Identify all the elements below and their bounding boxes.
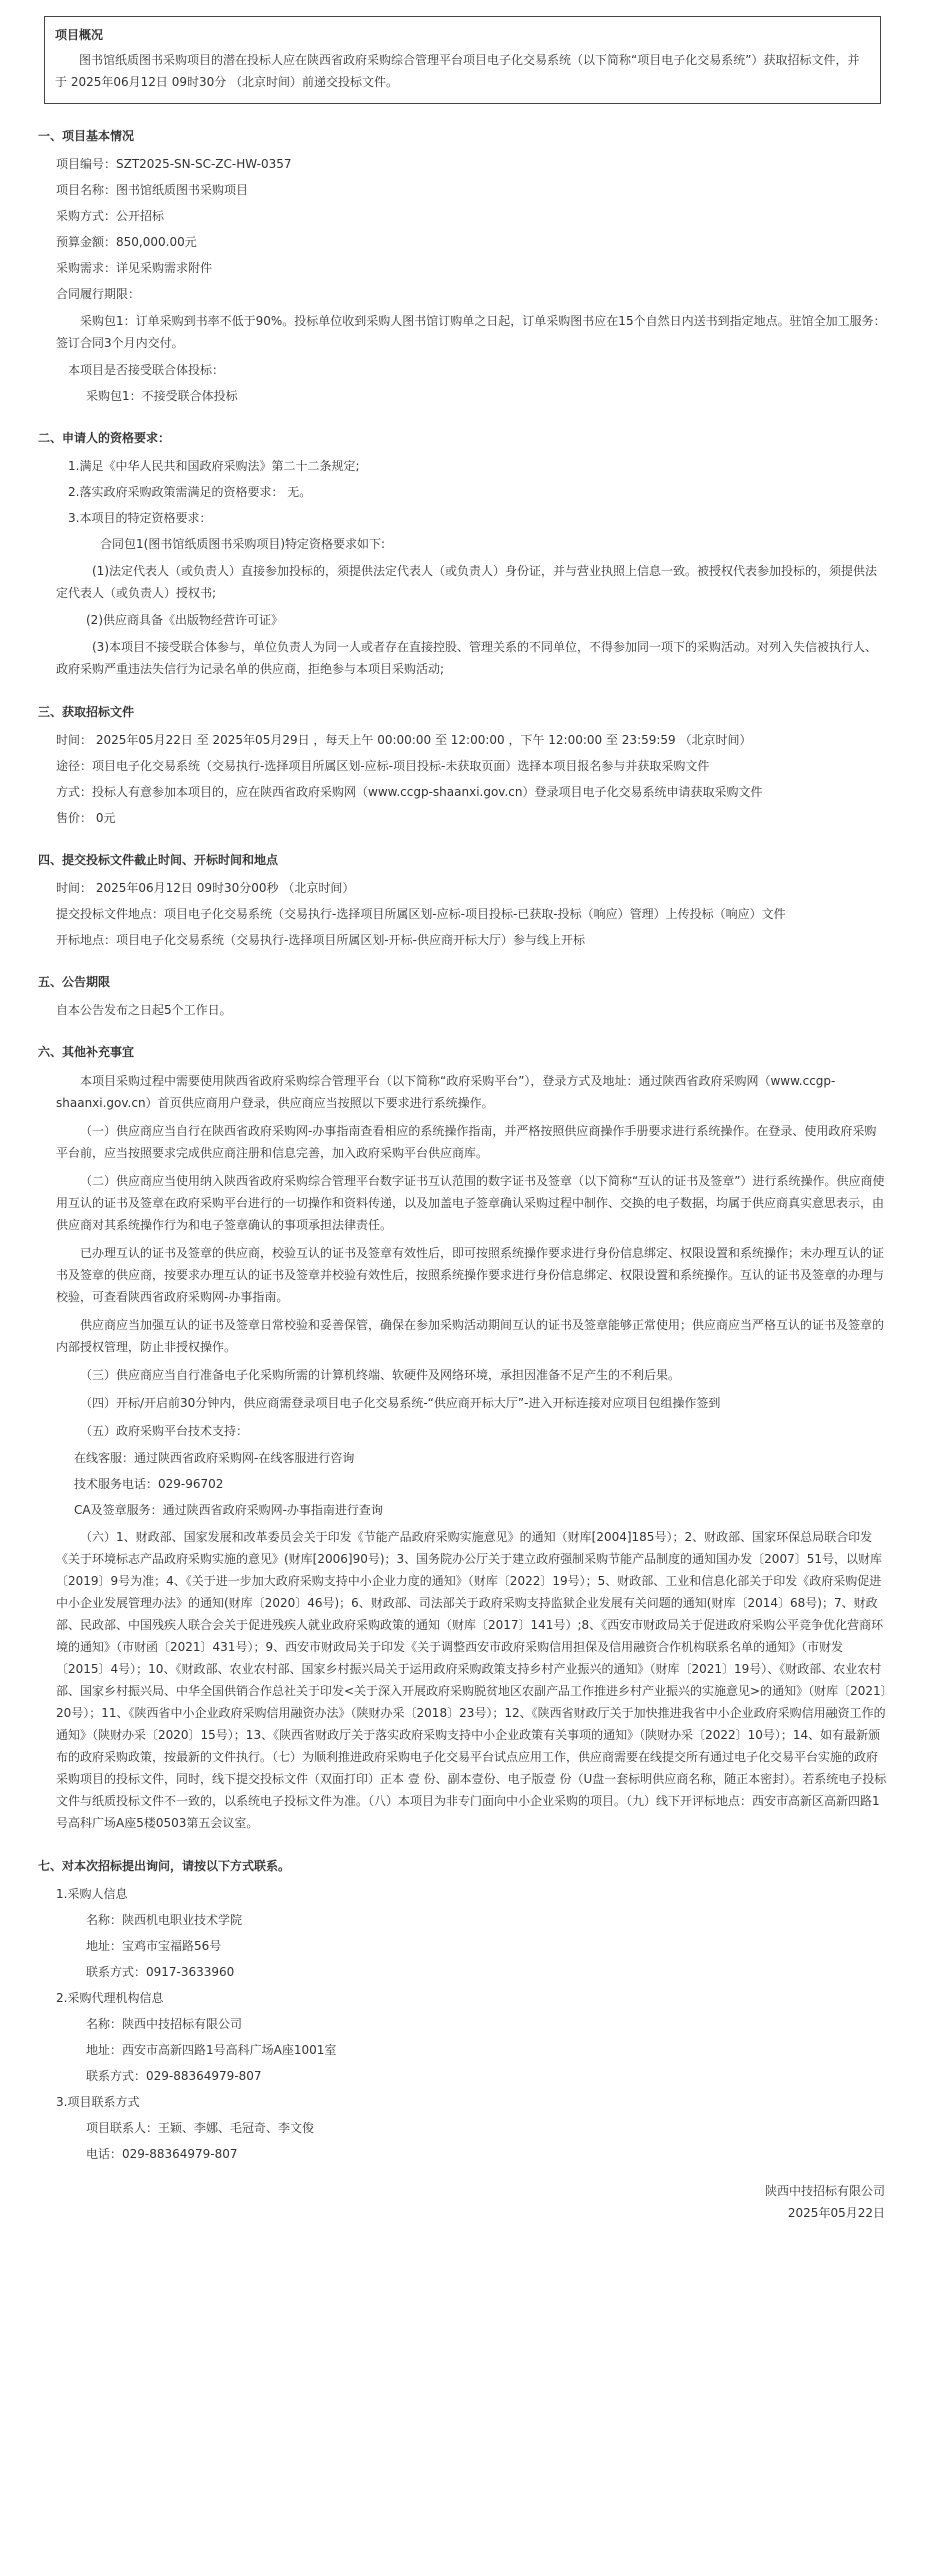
overview-title: 项目概况 [55, 28, 104, 42]
budget-amount: 预算金额：850,000.00元 [56, 235, 197, 249]
requirement-1: (1)法定代表人（或负责人）直接参加投标的，须提供法定代表人（或负责人）身份证，并与营业执照上信息一致。被授权代表参加投标的，须提供法定代表人（或负责人）授权书; [56, 564, 878, 600]
agent-heading: 2.采购代理机构信息 [56, 1991, 164, 2005]
procurement-method: 采购方式：公开招标 [56, 209, 165, 223]
signature-block [38, 2180, 887, 2224]
section-basic-info [38, 126, 887, 406]
other-paragraph: 供应商应当加强互认的证书及签章日常校验和妥善保管，确保在参加采购活动期间互认的证书及签章能够正常使用；供应商应当严格互认的证书及签章的内部授权管理，防止非授权操作。 [56, 1318, 885, 1354]
document-price: 售价： 0元 [56, 811, 116, 825]
section-announcement-period [38, 972, 887, 1020]
deadline-time: 时间： 2025年06月12日 09时30分00秒 （北京时间） [56, 881, 355, 895]
agent-name: 名称：陕西中技招标有限公司 [86, 2017, 243, 2031]
other-paragraph: （三）供应商应当自行准备电子化采购所需的计算机终端、软硬件及网络环境，承担因准备不足产生的不利后果。 [80, 1368, 681, 1382]
other-paragraph: 本项目采购过程中需要使用陕西省政府采购综合管理平台（以下简称“政府采购平台”），登录方式及地址：通过陕西省政府采购网（www.ccgp-shaanxi.gov.cn）首页供应商用户登录，供应商应当按照以下要求进行系统操作。 [56, 1074, 836, 1110]
contract-period-label: 合同履行期限： [56, 287, 141, 301]
signature-org: 陕西中技招标有限公司 [764, 2184, 885, 2198]
overview-text: 图书馆纸质图书采购项目的潜在投标人应在陕西省政府采购综合管理平台项目电子化交易系统（以下简称“项目电子化交易系统”）获取招标文件，并于 2025年06月12日 09时30分 （北京时间）前递交投标文件。 [55, 53, 860, 89]
procurement-requirement: 采购需求：详见采购需求附件 [56, 261, 213, 275]
buyer-name: 名称：陕西机电职业技术学院 [86, 1913, 243, 1927]
contact-phone: 电话：029-88364979-807 [86, 2147, 238, 2161]
agent-phone: 联系方式：029-88364979-807 [86, 2069, 262, 2083]
submission-location: 提交投标文件地点：项目电子化交易系统（交易执行-选择项目所属区划-应标-项目投标-已获取-投标（响应）管理）上传投标（响应）文件 [56, 907, 786, 921]
consortium-label: 本项目是否接受联合体投标： [68, 363, 225, 377]
section-title: 二、申请人的资格要求： [38, 431, 171, 445]
section-contact [38, 1856, 887, 2164]
announcement-period-text: 自本公告发布之日起5个工作日。 [56, 1003, 232, 1017]
consortium-value: 采购包1：不接受联合体投标 [86, 389, 238, 403]
qualification-item: 2.落实政府采购政策需满足的资格要求： 无。 [68, 485, 312, 499]
section-title: 六、其他补充事宜 [38, 1045, 135, 1059]
qualification-item: 3.本项目的特定资格要求： [68, 511, 212, 525]
project-name: 项目名称：图书馆纸质图书采购项目 [56, 183, 249, 197]
support-phone: 技术服务电话：029-96702 [74, 1477, 224, 1491]
signature-date: 2025年05月22日 [787, 2206, 885, 2220]
section-title: 四、提交投标文件截止时间、开标时间和地点 [38, 853, 279, 867]
support-ca: CA及签章服务：通过陕西省政府采购网-办事指南进行查询 [74, 1503, 383, 1517]
specific-requirements-title: 合同包1(图书馆纸质图书采购项目)特定资格要求如下: [100, 537, 386, 551]
section-title: 五、公告期限 [38, 975, 111, 989]
requirement-3: (3)本项目不接受联合体参与，单位负责人为同一人或者存在直接控股、管理关系的不同单位，不得参加同一项下的采购活动。对列入失信被执行人、政府采购严重违法失信行为记录名单的供应商，拒绝参与本项目采购活动; [56, 640, 878, 676]
section-deadline [38, 850, 887, 950]
section-other-matters [38, 1042, 887, 1834]
section-obtain-documents [38, 702, 887, 828]
contract-period-text: 采购包1：订单采购到书率不低于90%。投标单位收到采购人图书馆订购单之日起，订单采购图书应在15个自然日内送书到指定地点。驻馆全加工服务：签订合同3个月内交付。 [56, 314, 886, 350]
other-paragraph: （四）开标/开启前30分钟内，供应商需登录项目电子化交易系统-“供应商开标大厅”-进入开标连接对应项目包组操作签到 [80, 1396, 721, 1410]
obtain-method: 方式：投标人有意参加本项目的，应在陕西省政府采购网（www.ccgp-shaanxi.gov.cn）登录项目电子化交易系统申请获取采购文件 [56, 785, 763, 799]
policy-paragraph: （六）1、财政部、国家发展和改革委员会关于印发《节能产品政府采购实施意见》的通知（财库[2004]185号）；2、财政部、国家环保总局联合印发《关于环境标志产品政府采购实施的意见》(财库[2006]90号)；3、国务院办公厅关于建立政府强制采购节能产品制度的通知国办发〔2007〕51号，以财库〔2019〕9号为准；4、《关于进一步加大政府采购支持中小企业力度的通知》（财库〔2022〕19号）；5、财政部、工业和信息化部关于印发《政府采购促进中小企业发展管理办法》的通知(财库〔2020〕46号)；6、财政部、司法部关于政府采购支持监狱企业发展有关问题的通知(财库〔2014〕68号)；7、财政部、民政部、中国残疾人联合会关于促进残疾人就业政府采购政策的通知（财库〔2017〕141号）;8、《西安市财政局关于促进政府采购公平竞争优化营商环境的通知》（市财函〔2021〕431号）；9、西安市财政局关于印发《关于调整西安市政府采购信用担保及信用融资合作机构联系名单的通知》（市财发〔2015〕4号）；10、《财政部、农业农村部、国家乡村振兴局关于运用政府采购政策支持乡村产业振兴的通知》（财库〔2021〕19号）、《财政部、农业农村部、国家乡村振兴局、中华全国供销合作总社关于印发<关于深入开展政府采购脱贫地区农副产品工作推进乡村产业振兴的实施意见>的通知》（财库〔2021〕20号）；11、《陕西省中小企业政府采购信用融资办法》（陕财办采〔2018〕23号）；12、《陕西省财政厅关于加快推进我省中小企业政府采购信用融资工作的通知》（陕财办采〔2020〕15号）；13、《陕西省财政厅关于落实政府采购支持中小企业政策有关事项的通知》（陕财办采〔2022〕10号）；14、如有最新颁布的政府采购政策，按最新的文件执行。（七）为顺利推进政府采购电子化交易平台试点应用工作，供应商需要在线提交所有通过电子化交易平台实施的政府采购项目的投标文件，同时，线下提交投标文件（双面打印）正本 壹 份、副本壹份、电子版壹 份（U盘一套标明供应商名称，随正本密封）。若系统电子投标文件与纸质投标文件不一致的，以系统电子投标文件为准。（八）本项目为非专门面向中小企业采购的项目。（九）线下开评标地点：西安市高新区高新四路1号高科广场A座5楼0503第五会议室。 [56, 1530, 887, 1830]
section-title: 一、项目基本情况 [38, 129, 135, 143]
support-online: 在线客服：通过陕西省政府采购网-在线客服进行咨询 [74, 1451, 355, 1465]
project-overview-box [44, 16, 881, 104]
obtain-channel: 途径：项目电子化交易系统（交易执行-选择项目所属区划-应标-项目投标-未获取页面）选择本项目报名参与并获取采购文件 [56, 759, 710, 773]
section-qualification [38, 428, 887, 680]
section-title: 三、获取招标文件 [38, 705, 135, 719]
contact-people: 项目联系人：王颖、李娜、毛冠奇、李文俊 [86, 2121, 315, 2135]
agent-address: 地址：西安市高新四路1号高科广场A座1001室 [86, 2043, 337, 2057]
other-paragraph: （五）政府采购平台技术支持： [80, 1424, 249, 1438]
qualification-item: 1.满足《中华人民共和国政府采购法》第二十二条规定; [68, 459, 360, 473]
buyer-heading: 1.采购人信息 [56, 1887, 128, 1901]
requirement-2: (2)供应商具备《出版物经营许可证》 [86, 613, 283, 627]
other-paragraph: 已办理互认的证书及签章的供应商，校验互认的证书及签章有效性后，即可按照系统操作要求进行身份信息绑定、权限设置和系统操作；未办理互认的证书及签章的供应商，按要求办理互认的证书及签章并校验有效性后，按照系统操作要求进行身份信息绑定、权限设置和系统操作。互认的证书及签章的办理与校验，可查看陕西省政府采购网-办事指南。 [56, 1246, 885, 1304]
opening-location: 开标地点：项目电子化交易系统（交易执行-选择项目所属区划-开标-供应商开标大厅）参与线上开标 [56, 933, 585, 947]
other-paragraph: （一）供应商应当自行在陕西省政府采购网-办事指南查看相应的系统操作指南，并严格按照供应商操作手册要求进行系统操作。在登录、使用政府采购平台前，应当按照要求完成供应商注册和信息完善，加入政府采购平台供应商库。 [56, 1124, 877, 1160]
buyer-address: 地址：宝鸡市宝福路56号 [86, 1939, 222, 1953]
obtain-time: 时间： 2025年05月22日 至 2025年05月29日 ，每天上午 00:00:00 至 12:00:00 ，下午 12:00:00 至 23:59:59 （北京时间） [56, 733, 752, 747]
buyer-phone: 联系方式：0917-3633960 [86, 1965, 235, 1979]
project-number: 项目编号：SZT2025-SN-SC-ZC-HW-0357 [56, 157, 292, 171]
other-paragraph: （二）供应商应当使用纳入陕西省政府采购综合管理平台数字证书互认范围的数字证书及签章（以下简称“互认的证书及签章”）进行系统操作。供应商使用互认的证书及签章在政府采购平台进行的一切操作和资料传递，以及加盖电子签章确认采购过程中制作、交换的电子数据，均属于供应商真实意思表示，由供应商对其系统操作行为和电子签章确认的事项承担法律责任。 [56, 1174, 885, 1232]
section-title: 七、对本次招标提出询问，请按以下方式联系。 [38, 1859, 291, 1873]
contact-heading: 3.项目联系方式 [56, 2095, 140, 2109]
